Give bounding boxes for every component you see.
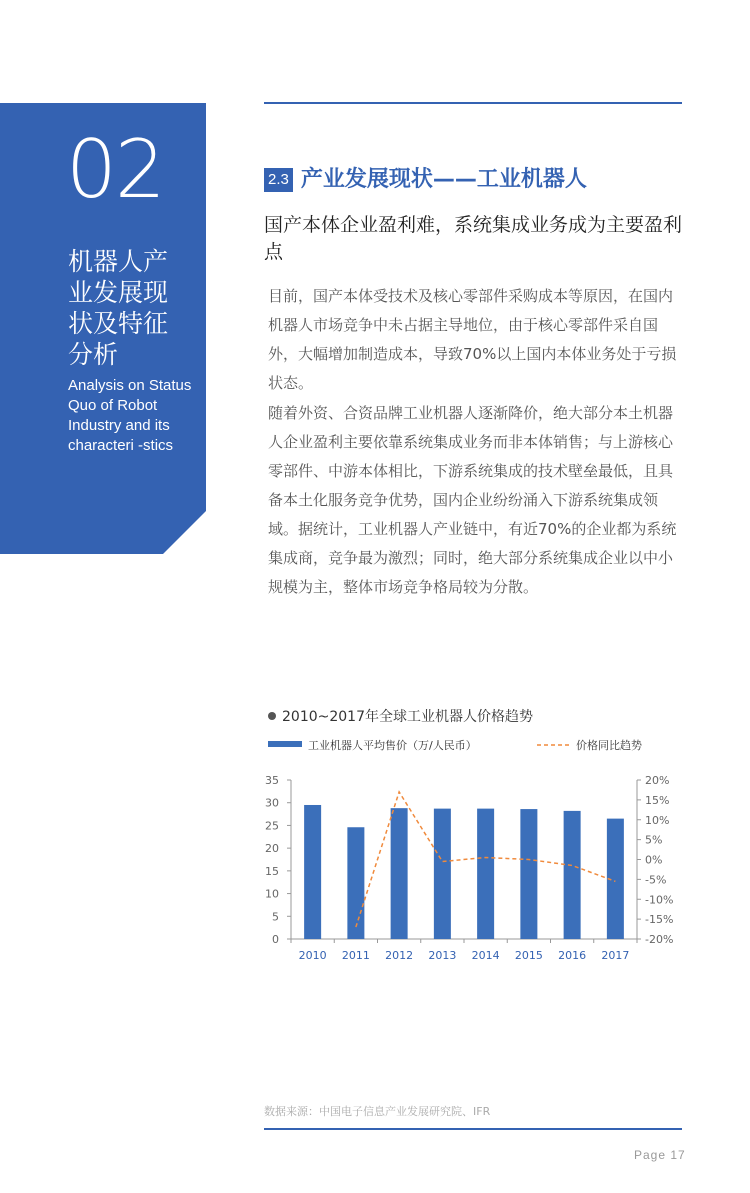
right-tick-label: 15% xyxy=(645,793,670,807)
x-tick-label: 2013 xyxy=(428,949,457,962)
left-tick-label: 25 xyxy=(265,819,279,833)
paragraph-2: 随着外资、合资品牌工业机器人逐渐降价，绝大部分本土机器人企业盈利主要依靠系统集成业务而非本体销售；与上游核心零部件、中游本体相比，下游系统集成的技术壁垒最低，且具备本土化服务竞争优势，国内企业纷纷涌入下游系统集成领域。据统计，工业机器人产业链中，有近70%的企业都为系统集成商，竞争最为激烈；同时，绝大部分系统集成企业以中小规模为主，整体市场竞争格局较为分散。 xyxy=(268,404,677,596)
right-tick-label: -10% xyxy=(645,893,674,907)
bottom-divider xyxy=(264,1128,682,1130)
right-tick-label: -5% xyxy=(645,873,667,887)
right-tick-label: 0% xyxy=(645,853,663,867)
chart-title-text: 2010~2017年全球工业机器人价格趋势 xyxy=(282,709,533,725)
right-tick-label: -15% xyxy=(645,913,674,927)
x-tick-label: 2016 xyxy=(558,949,587,962)
left-tick-label: 35 xyxy=(265,774,279,787)
x-tick-label: 2011 xyxy=(341,949,370,962)
data-source: 数据来源：中国电子信息产业发展研究院、IFR xyxy=(264,1105,491,1118)
price-bar xyxy=(520,809,537,939)
legend-bar-label: 工业机器人平均售价（万/人民币） xyxy=(308,739,477,752)
chart-title xyxy=(268,706,533,726)
section-number-badge: 2.3 xyxy=(264,168,293,192)
left-tick-label: 15 xyxy=(265,864,279,878)
right-tick-label: -20% xyxy=(645,933,674,946)
x-tick-label: 2014 xyxy=(471,949,500,962)
section-title: 产业发展现状——工业机器人 xyxy=(300,167,587,192)
chapter-number: 02 xyxy=(66,123,164,216)
price-bar xyxy=(347,827,364,939)
left-tick-label: 5 xyxy=(272,910,279,924)
price-bar xyxy=(434,809,451,939)
chapter-title-en: Analysis on Status Quo of Robot Industry and its characteri -stics xyxy=(68,377,192,454)
section-heading xyxy=(264,166,587,194)
page-number: Page 17 xyxy=(634,1148,686,1162)
top-divider xyxy=(264,102,682,104)
left-tick-label: 0 xyxy=(272,933,279,946)
price-bar xyxy=(304,805,321,939)
right-tick-label: 20% xyxy=(645,774,670,787)
price-bar xyxy=(477,809,494,939)
price-bar xyxy=(564,811,581,939)
x-tick-label: 2015 xyxy=(514,949,543,962)
x-tick-label: 2010 xyxy=(298,949,327,962)
paragraph-1: 目前，国产本体受技术及核心零部件采购成本等原因，在国内机器人市场竞争中未占据主导地位，由于核心零部件采自国外，大幅增加制造成本，导致70%以上国内本体业务处于亏损状态。 xyxy=(268,287,677,392)
left-tick-label: 10 xyxy=(265,887,279,901)
legend-line-label: 价格同比趋势 xyxy=(576,739,642,752)
legend-bar-swatch xyxy=(268,741,302,747)
left-tick-label: 20 xyxy=(265,842,279,856)
bullet-dot-icon xyxy=(268,712,276,720)
price-trend-chart xyxy=(250,733,674,973)
right-tick-label: 10% xyxy=(645,813,670,827)
left-tick-label: 30 xyxy=(265,796,279,810)
right-tick-label: 5% xyxy=(645,833,663,847)
price-bar xyxy=(391,808,408,939)
x-tick-label: 2012 xyxy=(385,949,414,962)
x-tick-label: 2017 xyxy=(601,949,630,962)
subheading: 国产本体企业盈利难，系统集成业务成为主要盈利点 xyxy=(264,214,683,263)
chapter-title-cn: 机器人产业发展现状及特征分析 xyxy=(68,247,169,369)
